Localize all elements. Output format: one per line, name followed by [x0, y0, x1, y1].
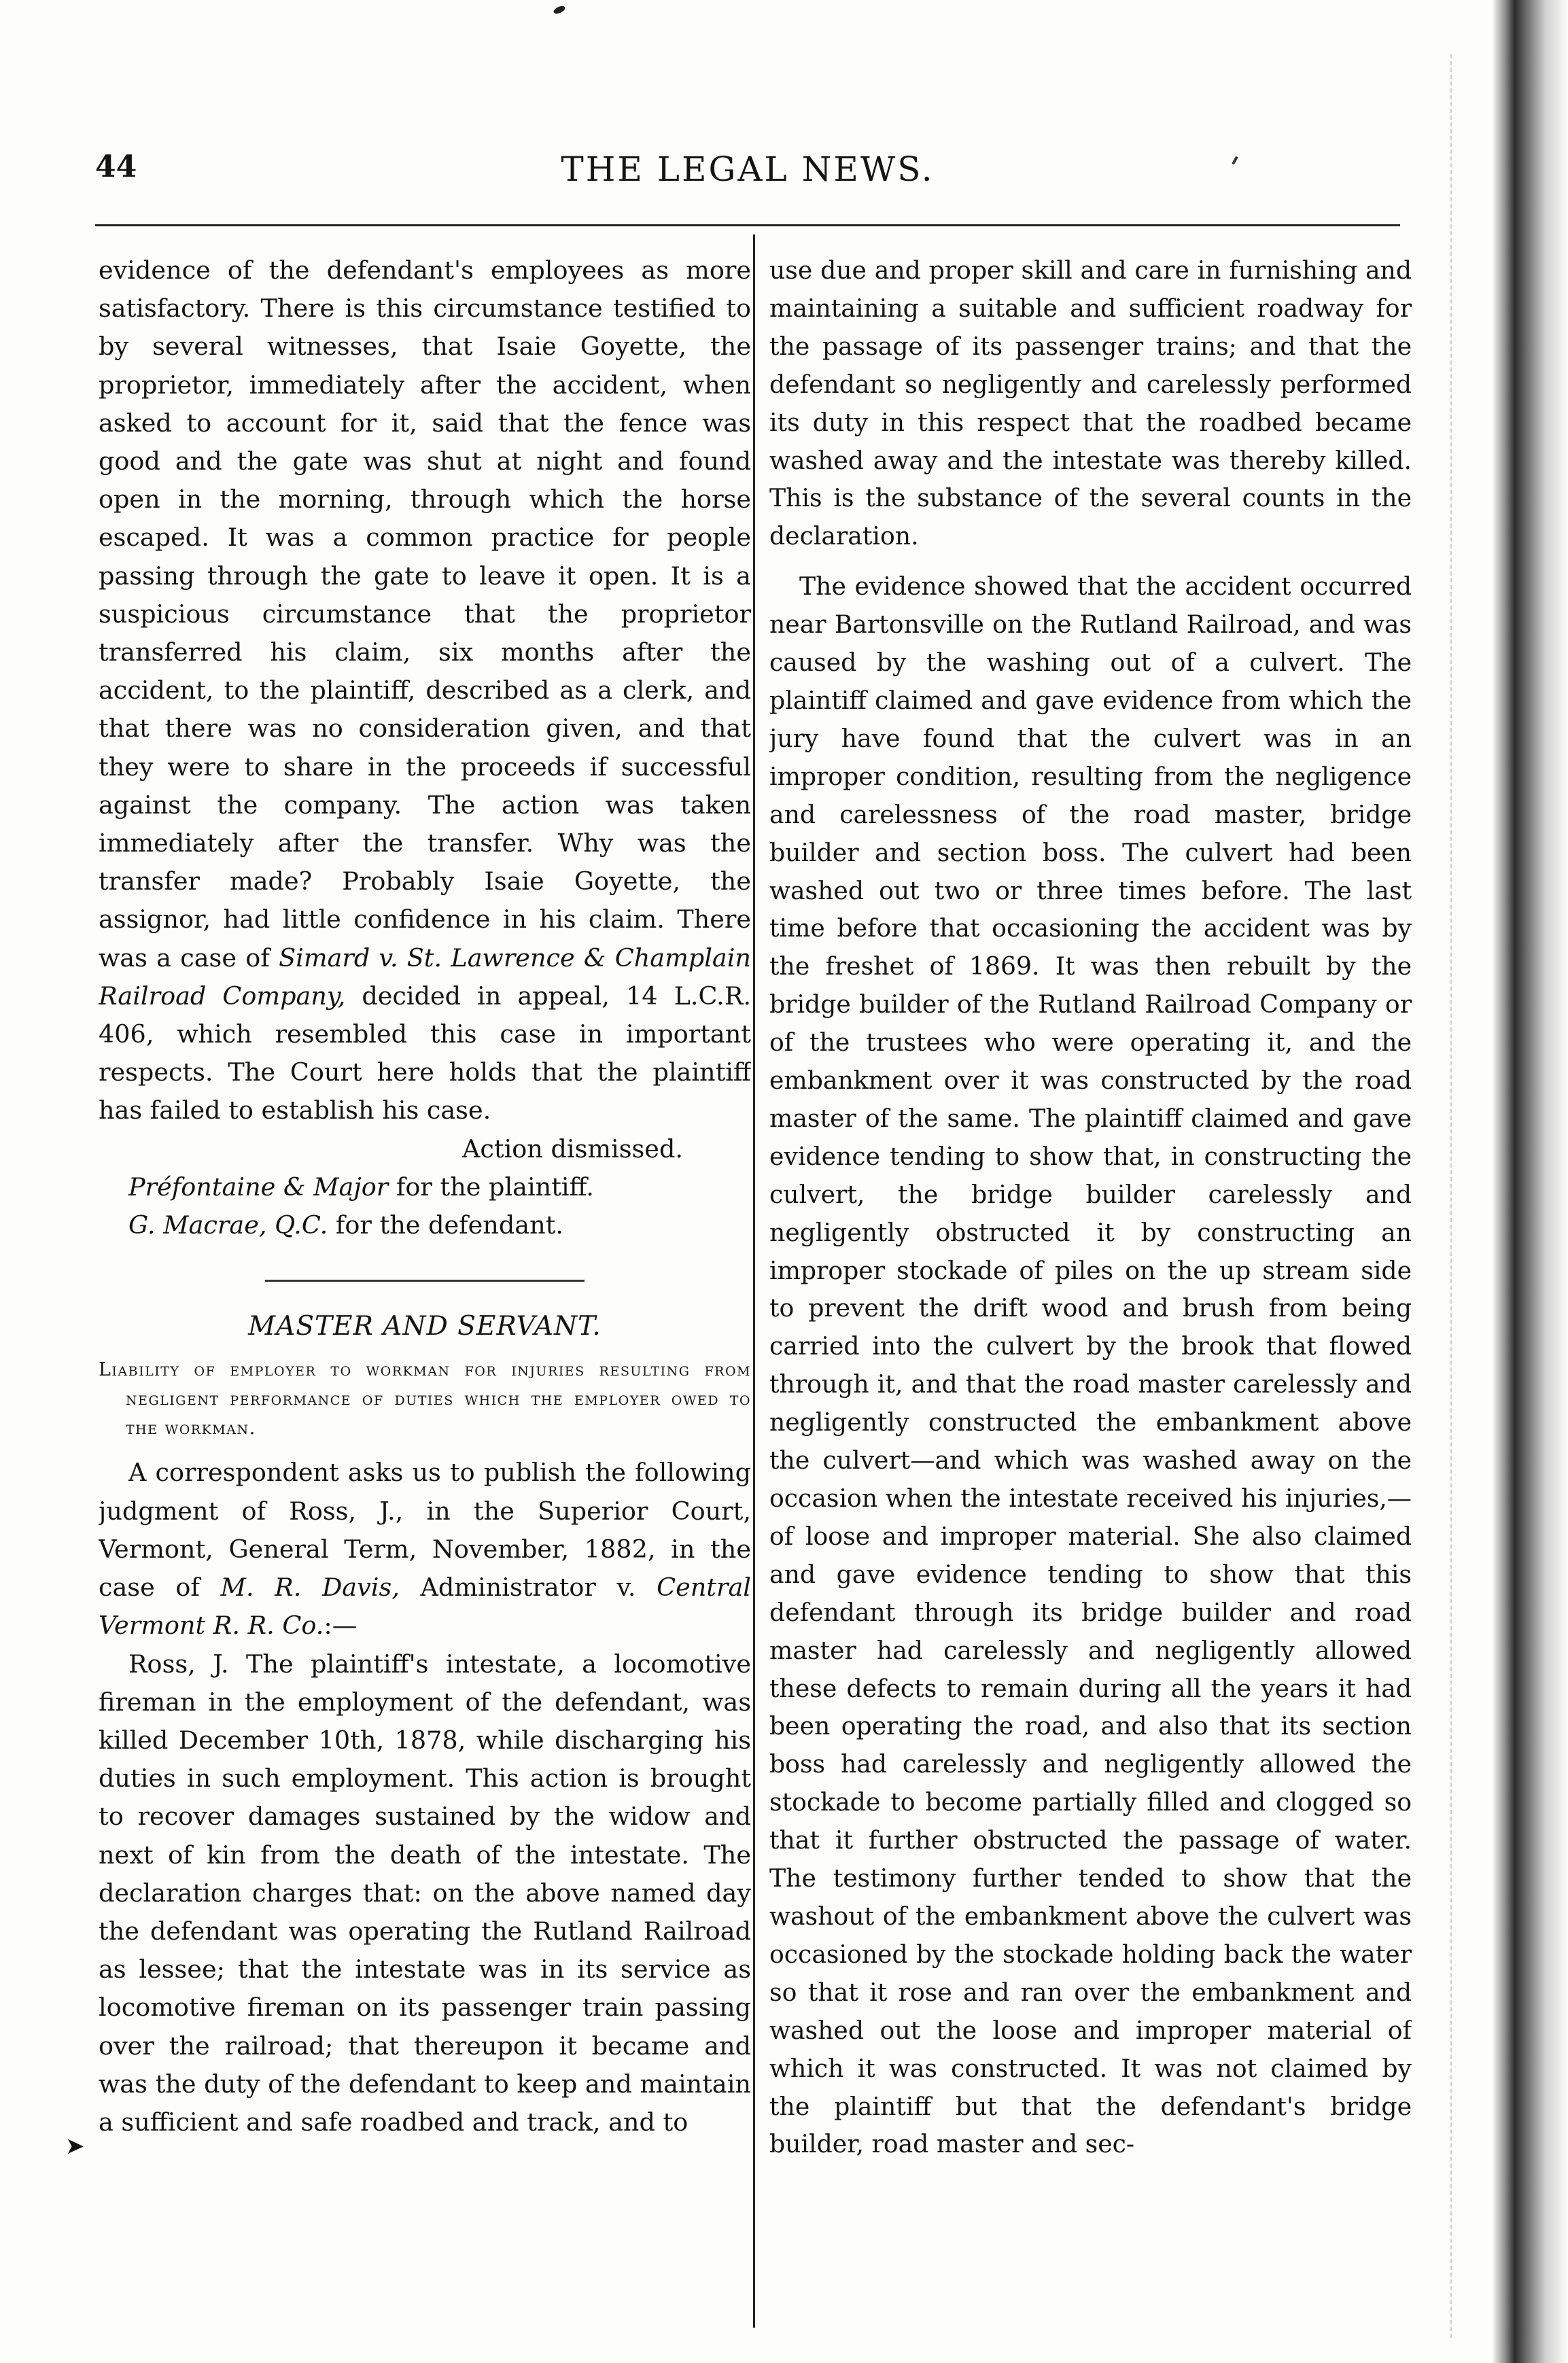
ink-speck [553, 5, 566, 16]
binding-edge [1492, 0, 1568, 2363]
counsel-defendant: G. Macrae, Q.C. for the defendant. [128, 1210, 563, 1240]
right-column [769, 251, 1412, 2331]
counsel-plaintiff: Préfontaine & Major for the plaintiff. [128, 1172, 594, 1202]
paragraph: evidence of the defendant's employees as more satisfactory. There is this circumstance testified to by several witnesses, that Isaie Goyette, the proprietor, immediately after the accident, when asked to account for it, said that the fence was good and the gate was shut at night and found open in the morning, through which the horse escaped. It was a common practice for people passing through the gate to leave it open. It is a suspicious circumstance that the proprietor transferred his claim, six months after the accident, to the plaintiff, described as a clerk, and that there was no consideration given, and that they were to share in the proceeds if successful against the company. The action was taken immediately after the transfer. Why was the transfer made? Probably Isaie Goyette, the assignor, had little confidence in his claim. There was a case of Simard v. St. Lawrence & Champlain Railroad Company, decided in appeal, 14 L.C.R. 406, which resembled this case in important respects. The Court here holds that the plaintiff has failed to establish his case. [99, 256, 751, 1125]
page-header [95, 150, 1400, 197]
section-subheading: Liability of employer to workman for injuries resulting from negligent performance of duties which the employer owed to the workman. [99, 1359, 751, 1439]
paragraph: Ross, J. The plaintiff's intestate, a locomotive fireman in the employment of the defendant, was killed December 10th, 1878, while discharging his duties in such employment. This action is brought to recover damages sustained by the widow and next of kin from the death of the intestate. The declaration charges that: on the above named day the defendant was operating the Rutland Railroad as lessee; that the intestate was in its service as locomotive fireman on its passenger train passing over the railroad; that thereupon it became and was the duty of the defendant to keep and maintain a sufficient and safe roadbed and track, and to [99, 1649, 751, 2137]
case-name: Simard v. St. Lawrence & Champlain Railroad Company, [99, 943, 751, 1011]
margin-mark: ➤ [65, 2133, 85, 2160]
column-divider [753, 234, 755, 2328]
section-separator [265, 1280, 585, 1282]
header-rule [95, 224, 1400, 226]
section-title: MASTER AND SERVANT. [248, 1311, 602, 1342]
page-number: 44 [95, 150, 137, 184]
journal-title: THE LEGAL NEWS. [561, 150, 935, 189]
paragraph: A correspondent asks us to publish the following judgment of Ross, J., in the Superior Court, Vermont, General Term, November, 1882, in the case of M. R. Davis, Administrator v. Central Vermont R. R. Co.:— [99, 1458, 751, 1641]
left-column [99, 251, 751, 2331]
paragraph: The evidence showed that the accident occurred near Bartonsville on the Rutland Railroad, and was caused by the washing out of a culvert. The plaintiff claimed and gave evidence from which the jury have found that the culvert was in an improper condition, resulting from the negligence and carelessness of the road master, bridge builder and section boss. The culvert had been washed out two or three times before. The last time before that occasioning the accident was by the freshet of 1869. It was then rebuilt by the bridge builder of the Rutland Railroad Company or of the trustees who were operating it, and the embankment over it was constructed by the road master of the same. The plaintiff claimed and gave evidence tending to show that, in constructing the culvert, the bridge builder carelessly and negligently obstructed it by constructing an improper stockade of piles on the up stream side to prevent the drift wood and brush from being carried into the culvert by the brook that flowed through it, and that the road master carelessly and negligently constructed the embankment above the culvert—and which was washed away on the occasion when the intestate received his injuries,—of loose and improper material. She also claimed and gave evidence tending to show that this defendant through its bridge builder and road master had carelessly and negligently allowed these defects to remain during all the years it had been operating the road, and also that its section boss had carelessly and negligently allowed the stockade to become partially filled and clogged so that it further obstructed the passage of water. The testimony further tended to show that the washout of the embankment above the culvert was occasioned by the stockade holding back the water so that it rose and ran over the embankment and washed out the loose and improper material of which it was constructed. It was not claimed by the plaintiff but that the defendant's bridge builder, road master and sec- [769, 572, 1412, 2159]
disposition: Action dismissed. [461, 1134, 683, 1163]
page-margin-shadow [1441, 54, 1452, 2338]
paragraph: use due and proper skill and care in furnishing and maintaining a suitable and sufficient roadway for the passage of its passenger trains; and that the defendant so negligently and carelessly performed its duty in this respect that the roadbed became washed away and the intestate was thereby killed. This is the substance of the several counts in the declaration. [769, 256, 1412, 551]
